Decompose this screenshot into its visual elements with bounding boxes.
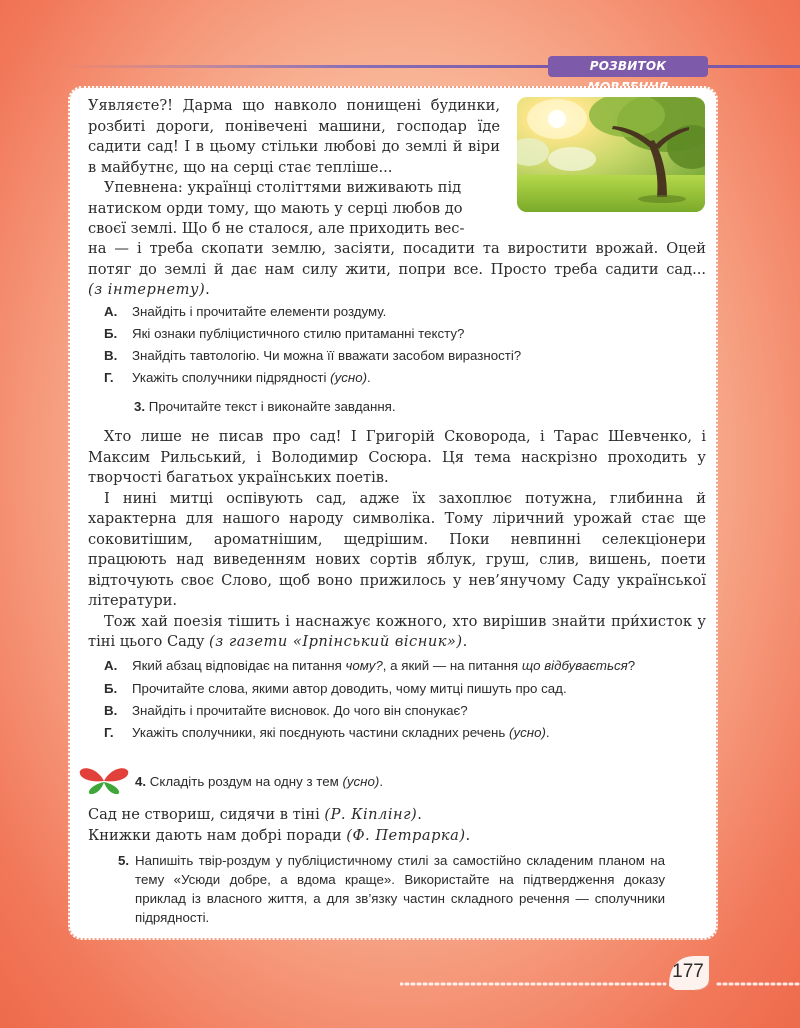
text2-p2: І нині митці оспівують сад, адже їх захоплює потужна, глибинна й характерна для нашого народу символіка. Тому ліричний урожай стає ще соковитішим, ароматнішим, щедрішим. Поки невпинні селекціонери працюють над виведенням нових сортів яблук, груш, слив, вишень, поети відточують своє Слово, щоб воно прижилось у нев’янучому Саду української літератури. [88,489,706,609]
task2-c [104,703,644,725]
text1-p2-line3: своєї землі. Що б не сталося, але приходить вес- [88,220,465,237]
task1-b [104,326,521,348]
task-letter: В. [104,703,118,718]
text2-source: (з газети «Ірпінський вісник») [209,633,463,650]
tasks1 [104,304,521,392]
exercise3-instruction [134,399,396,414]
text2-p1: Хто лише не писав про сад! І Григорій Сковорода, і Тарас Шевченко, і Максим Рильський, і Володимир Сосюра. Ця тема наскрізно проходить у творчості багатьох українських поетів. [88,428,706,486]
task-text-mid: , а який — на питання [382,658,522,673]
task2-b [104,681,644,703]
task1-c [104,348,521,370]
text2-p3: Тож хай поезія тішить і наснажує кожного, хто вирішив знайти при́хисток у тіні цього Саду [88,612,706,650]
task-text: Який абзац відповідає на питання [132,658,346,673]
task-text-end: . [367,370,371,385]
exercise4-italic: (усно) [342,774,380,789]
task-text: Які ознаки публіцистичного стилю притаманні тексту? [132,326,465,341]
quote-end: . [417,806,422,823]
text1-paragraph2-end [88,239,706,301]
exercise5-text: Напишіть твір-роздум у публіцистичному стилі за самостійно складеним планом на тему «Усюди добре, а вдома краще». Використайте на підтвердження доказу приклад із власного життя, а для зв’язку частин складного речення — сполучники підрядності. [135,853,665,925]
task2-d [104,725,644,747]
tree-illustration [517,97,705,212]
text1-p1: Уявляєте?! Дарма що навколо понищені будинки, розбиті дороги, понівечені машини, господар їде садити сад! І в цьому стільки любові до землі й віри в майбутнє, що на серці стає тепліше... [88,97,500,176]
task-letter: Б. [104,326,118,341]
exercise4-instruction [135,774,383,789]
task-letter: Г. [104,370,114,385]
exercise5 [118,851,665,927]
quote-text: Книжки дають нам добрі поради [88,826,347,844]
task-letter: А. [104,304,118,319]
header-rule-right [708,65,800,68]
task-text: Знайдіть тавтологію. Чи можна її вважати засобом виразності? [132,348,522,363]
quote-1 [88,805,648,826]
task-text-end: . [545,725,550,740]
task-text-italic: (усно) [509,725,546,740]
task-text-end: ? [627,658,636,673]
task-text: Укажіть сполучники підрядності [132,370,331,385]
task2-a [104,656,644,675]
dotted-rule [400,981,800,987]
task-text: Укажіть сполучники, які поєднують частини складних речень [132,725,510,740]
text1-p2-line1: Упевнена: українці століттями виживають під [104,179,462,196]
text2 [88,427,706,653]
task-text: Прочитайте слова, якими автор доводить, чому митці пишуть про сад. [132,681,567,696]
butterfly-icon [78,765,130,795]
text1-p2-line4: на — і треба скопати землю, засіяти, посадити та виростити врожай. Оцей [88,240,706,257]
quote-author: (Р. Кіплінг) [324,806,418,823]
exercise3-number: 3. [134,399,146,414]
exercise4-end: . [379,774,384,789]
text1-p2-line5: потяг до землі й дає нам силу жити, попри все. Просто треба садити сад... [88,260,706,278]
task-text-italic: (усно) [330,370,368,385]
text2-source-end: . [462,633,468,650]
text1-p2-line2: натиском орди тому, що мають у серці любов до [88,199,463,217]
task-text-italic: чому? [345,658,383,673]
text1-source: (з інтернету) [88,281,206,298]
exercise4-text: Складіть роздум на одну з тем [149,774,343,789]
task-letter: Г. [104,725,114,740]
exercise5-number: 5. [118,853,130,868]
quote-author: (Ф. Петрарка) [346,826,466,844]
task1-a [104,304,521,326]
task1-d [104,370,521,392]
tree-photo [517,97,705,212]
exercise3-text: Прочитайте текст і виконайте завдання. [148,399,396,414]
task-text: Знайдіть і прочитайте висновок. До чого він спонукає? [132,703,468,718]
text1-paragraph1 [88,96,500,178]
exercise4-number: 4. [135,774,147,789]
task-letter: Б. [104,681,118,696]
text1-source-end: . [205,281,210,298]
quote-2 [88,826,648,847]
quotes [88,805,648,846]
text1-paragraph2-start [88,178,500,240]
page-number: 177 [672,961,704,982]
task-text: Знайдіть і прочитайте елементи роздуму. [132,304,387,319]
header-rule [60,65,548,68]
quote-text: Сад не створиш, сидячи в тіні [88,806,325,823]
task-text-italic: що відбувається [521,658,628,673]
task-letter: А. [104,658,118,673]
task-letter: В. [104,348,118,363]
section-badge: РОЗВИТОК [548,56,708,77]
quote-end: . [465,826,471,844]
tasks2 [104,656,644,747]
